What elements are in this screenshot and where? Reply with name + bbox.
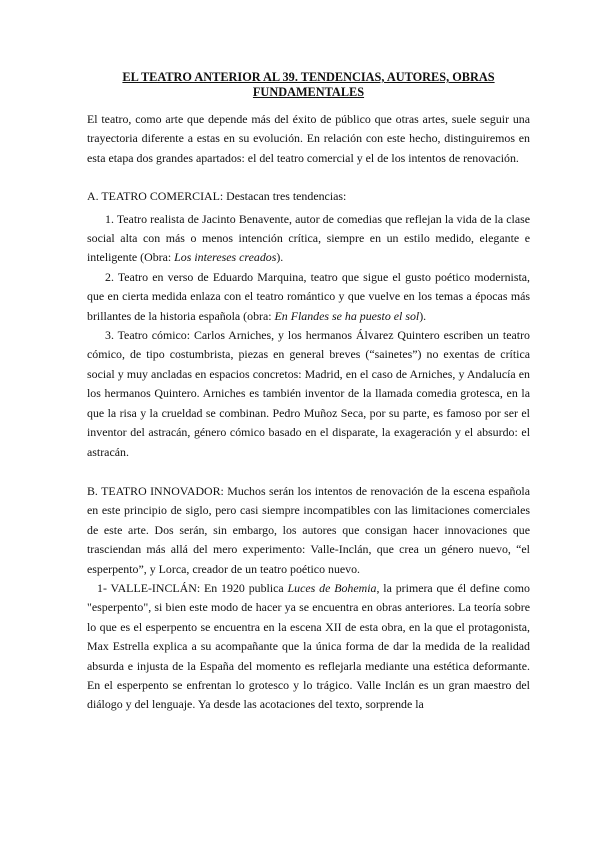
document-body	[87, 70, 530, 715]
item-2-work-title: En Flandes se ha puesto el sol	[274, 308, 420, 323]
section-b-item-1	[87, 579, 530, 715]
item-2-text-end: ).	[419, 308, 427, 323]
valle-inclan-text-end: , la primera que él define como "esperpento", si bien este modo de hacer ya se encuentra en obras anteriores. La teoría sobre lo que es el esperpento se encuentra en la escena XII de esta obra, en la que el protagonista, Max Estrella explica a su acompañante que la única forma de dar la medida de la realidad absurda e injusta de la España del momento es reflejarla mediante una estética deformante. En el esperpento se enfrentan lo grotesco y lo trágico. Valle Inclán es un gran maestro del diálogo y del lenguaje. Ya desde las acotaciones del texto, sorprende la	[87, 580, 530, 712]
section-b-paragraph: B. TEATRO INNOVADOR: Muchos serán los intentos de renovación de la escena española en este principio de siglo, pero casi siempre incompatibles con las limitaciones comerciales de este arte. Dos serán, sin embargo, los autores que consigan hacer innovaciones que trasciendan más allá del mero experimento: Valle-Inclán, que crea un género nuevo, “el esperpento”, y Lorca, creador de un teatro poético nuevo.	[87, 483, 530, 576]
item-1-text-end: ).	[276, 250, 284, 265]
valle-inclan-text: 1- VALLE-INCLÁN: En 1920 publica	[97, 580, 288, 595]
section-a-item-3: 3. Teatro cómico: Carlos Arniches, y los hermanos Álvarez Quintero escriben un teatro cómico, de tipo costumbrista, piezas en general breves (“sainetes”) no exentas de crítica social y muy ancladas en espacios concretos: Madrid, en el caso de Arniches, y Andalucía en los hermanos Quintero. Arniches es también inventor de la llamada comedia grotesca, en la que la risa y la crueldad se combinan. Pedro Muñoz Seca, por su parte, es famoso por ser el inventor del astracán, género cómico basado en el disparate, la exageración y el absurdo: el astracán.	[87, 328, 530, 459]
section-a-item-1	[87, 210, 530, 268]
section-a-item-2	[87, 268, 530, 326]
valle-inclan-work-title: Luces de Bohemia	[287, 580, 377, 595]
item-1-text: 1. Teatro realista de Jacinto Benavente, autor de comedias que reflejan la vida de la clase social alta con más o menos intención crítica, siempre en un estilo medido, elegante e inteligente (Obra:	[87, 211, 530, 265]
item-1-work-title: Los intereses creados	[174, 250, 277, 265]
item-2-text: 2. Teatro en verso de Eduardo Marquina, teatro que sigue el gusto poético modernista, que en cierta medida enlaza con el teatro romántico y que vuelve en los temas a épocas más brillantes de la historia española (obra:	[87, 269, 530, 323]
intro-paragraph: El teatro, como arte que depende más del éxito de público que otras artes, suele seguir una trayectoria diferente a estas en su evolución. En relación con este hecho, distinguiremos en esta etapa dos grandes apartados: el del teatro comercial y el de los intentos de renovación.	[87, 112, 530, 165]
section-a-heading: A. TEATRO COMERCIAL: Destacan tres tendencias:	[87, 189, 347, 204]
document-title: EL TEATRO ANTERIOR AL 39. TENDENCIAS, AUTORES, OBRAS FUNDAMENTALES	[122, 70, 495, 99]
